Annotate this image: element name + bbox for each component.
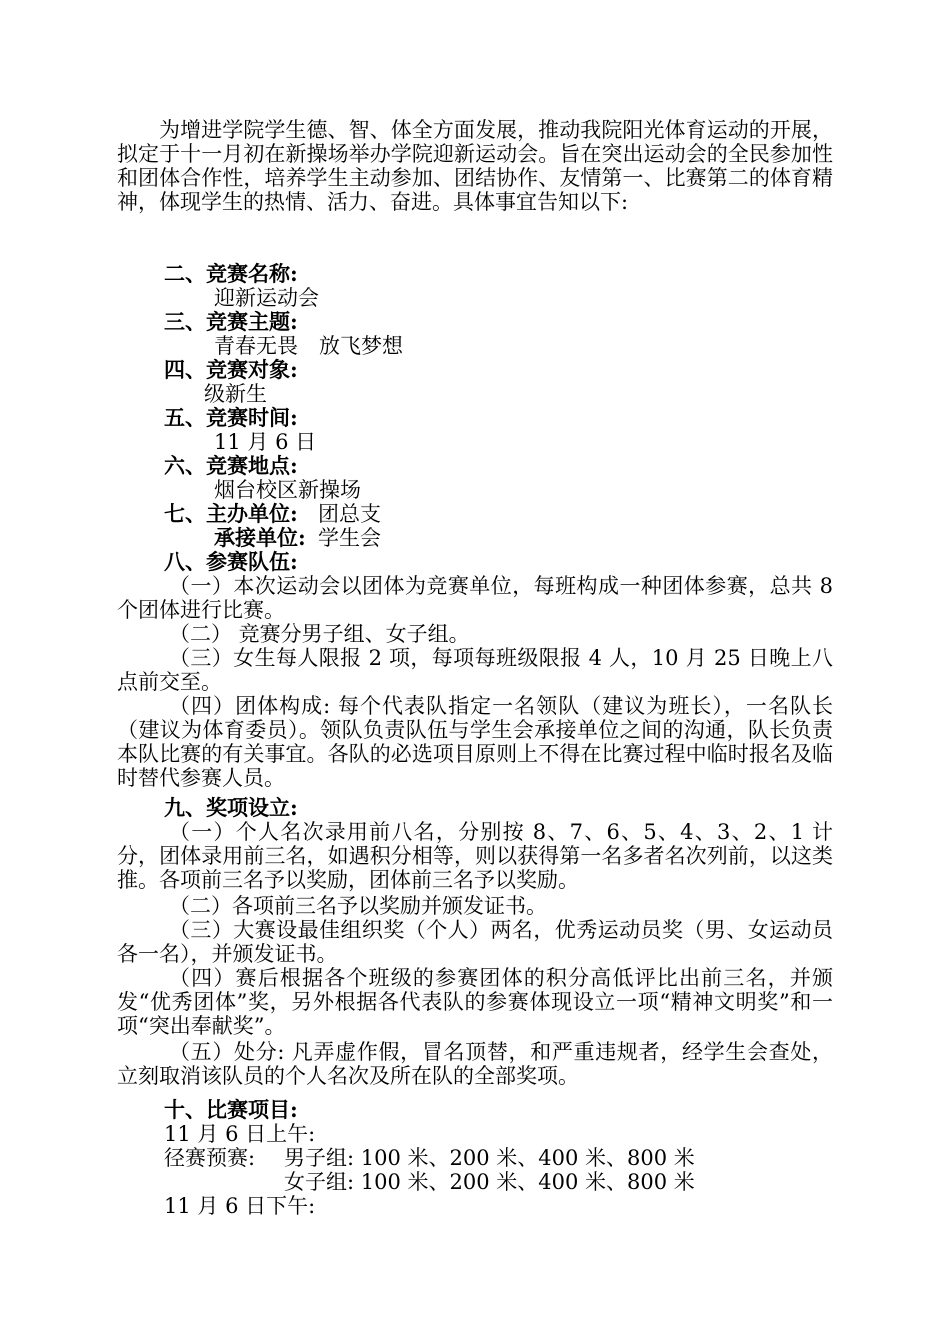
value-venue: 烟台校区新操场	[214, 478, 361, 502]
value-name: 迎新运动会	[214, 286, 319, 310]
events-afternoon: 11 月 6 日下午:	[164, 1194, 316, 1218]
heading-time: 五、竞赛时间:	[164, 405, 298, 430]
teams-item-4: （四）团体构成: 每个代表队指定一名领队（建议为班长），一名队长（建议为体育委员）。领队负责队伍与学生会承接单位之间的沟通，队长负责本队比赛的有关事宜。各队的必选项目原则上不得在比赛过程中临时报名及临时替代参赛人员。	[117, 694, 833, 790]
value-target: 级新生	[204, 382, 267, 406]
teams-item-3: （三）女生每人限报 2 项，每项每班级限报 4 人，10 月 25 日晚上八点前交至。	[117, 646, 833, 694]
heading-theme: 三、竞赛主题:	[164, 309, 298, 334]
value-organizer: 团总支	[318, 502, 381, 526]
intro-paragraph: 为增进学院学生德、智、体全方面发展，推动我院阳光体育运动的开展，拟定于十一月初在新操场举办学院迎新运动会。旨在突出运动会的全民参加性和团体合作性，培养学生主动参加、团结协作、友情第一、比赛第二的体育精神，体现学生的热情、活力、奋进。具体事宜告知以下:	[117, 118, 833, 214]
value-theme: 青春无畏 放飞梦想	[214, 334, 403, 358]
awards-item-1: （一）个人名次录用前八名，分别按 8、7、6、5、4、3、2、1 计分，团体录用前三名，如遇积分相等，则以获得第一名多者名次列前，以这类推。各项前三名予以奖励，团体前三名予以奖励。	[117, 820, 833, 892]
awards-item-2: （二）各项前三名予以奖励并颁发证书。	[169, 894, 547, 918]
heading-venue: 六、竞赛地点:	[164, 453, 298, 478]
heading-target: 四、竞赛对象:	[164, 357, 298, 382]
events-men: 男子组: 100 米、200 米、400 米、800 米	[284, 1146, 695, 1170]
awards-item-4: （四）赛后根据各个班级的参赛团体的积分高低评比出前三名，并颁发“优秀团体”奖，另外根据各代表队的参赛体现设立一项“精神文明奖”和一项“突出奉献奖”。	[117, 966, 833, 1038]
heading-events: 十、比赛项目:	[164, 1097, 298, 1122]
heading-awards: 九、奖项设立:	[164, 795, 298, 820]
heading-host: 承接单位:	[214, 525, 306, 550]
heading-teams: 八、参赛队伍:	[164, 549, 298, 574]
teams-item-1: （一）本次运动会以团体为竞赛单位，每班构成一种团体参赛，总共 8 个团体进行比赛。	[117, 574, 833, 622]
events-morning: 11 月 6 日上午:	[164, 1122, 316, 1146]
events-prelim-label: 径赛预赛:	[164, 1146, 256, 1170]
events-women: 女子组: 100 米、200 米、400 米、800 米	[284, 1170, 695, 1194]
value-time: 11 月 6 日	[214, 430, 317, 454]
awards-item-3: （三）大赛设最佳组织奖（个人）两名，优秀运动员奖（男、女运动员各一名），并颁发证书。	[117, 918, 833, 966]
value-host: 学生会	[318, 526, 381, 550]
awards-item-5: （五）处分: 凡弄虚作假，冒名顶替，和严重违规者，经学生会查处，立刻取消该队员的个人名次及所在队的全部奖项。	[117, 1040, 833, 1088]
heading-name: 二、竞赛名称:	[164, 261, 298, 286]
heading-organizer: 七、主办单位:	[164, 501, 298, 526]
teams-item-2: （二） 竞赛分男子组、女子组。	[169, 622, 470, 646]
